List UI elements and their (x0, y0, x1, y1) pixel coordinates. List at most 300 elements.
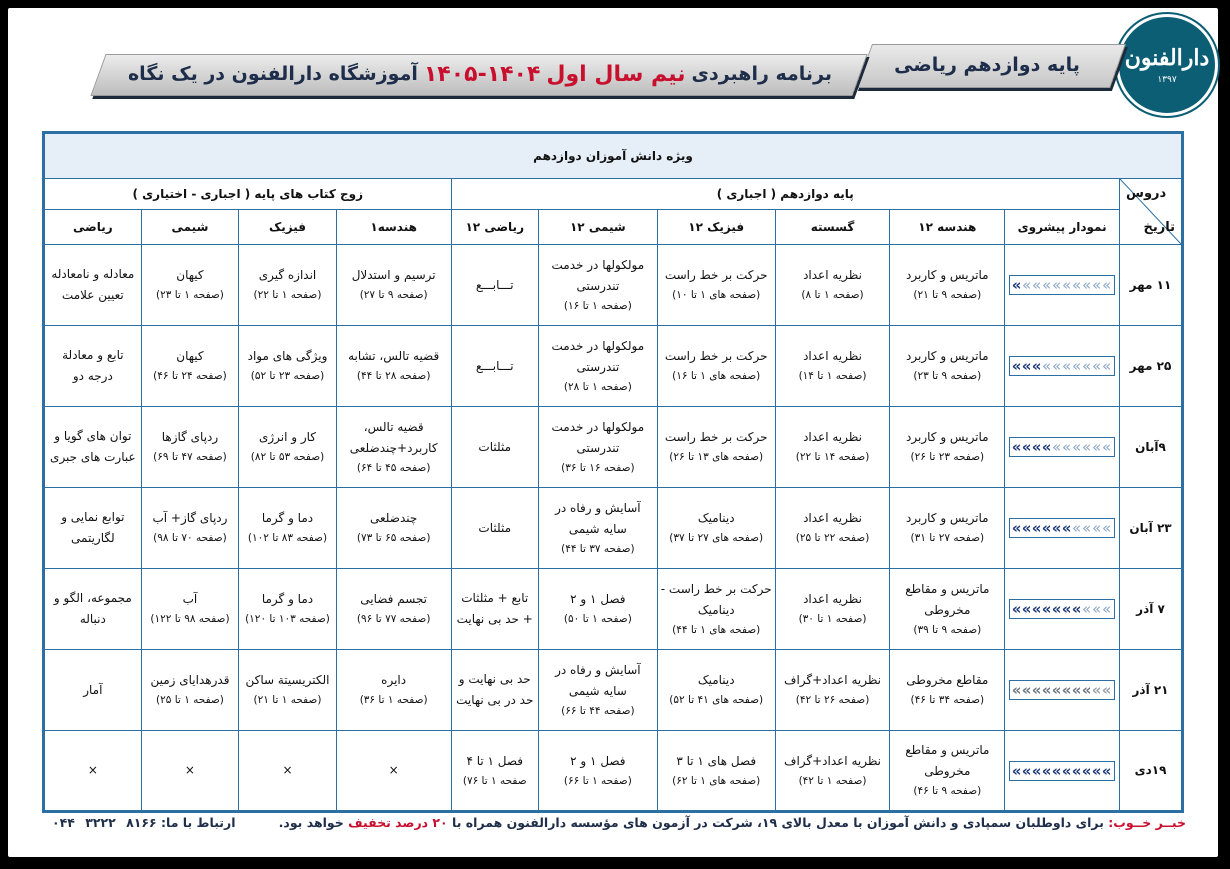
news-discount: ۲۰ درصد تخفیف (348, 815, 448, 830)
progress-chevron-filled-icon: « (1031, 438, 1039, 456)
table-row (44, 407, 1183, 488)
subject-cell (239, 326, 337, 407)
progress-chevron-filled-icon: « (1021, 681, 1029, 699)
column-header: ریاضی (44, 210, 142, 245)
subject-pages: صفحه ۱ تا ۷۶) (462, 774, 527, 787)
subject-topic: مقاطع مخروطی (906, 673, 989, 688)
subject-topic: تـــابـــع (475, 277, 514, 292)
subject-topic: × (388, 763, 399, 777)
subject-pages: (صفحه ۷۰ تا ۹۸) (153, 532, 227, 545)
progress-chevron-filled-icon: « (1101, 761, 1109, 780)
progress-chevron-empty-icon: « (1102, 600, 1109, 618)
progress-chevron-filled-icon: « (1061, 600, 1069, 618)
subject-cell (141, 245, 239, 326)
subject-cell (336, 245, 451, 326)
subject-pages: (صفحه ۱ تا ۴۲) (798, 774, 867, 787)
subject-topic: دما و گرما (261, 592, 314, 607)
subject-cell (890, 326, 1005, 407)
logo-year: ۱۳۹۷ (1157, 75, 1177, 85)
subject-cell (451, 731, 538, 812)
progress-chevron-empty-icon: « (1091, 681, 1099, 699)
subject-cell (239, 407, 337, 488)
subject-topic: نظریه اعداد (803, 511, 862, 526)
progress-chevrons (1009, 680, 1115, 700)
subject-cell (239, 650, 337, 731)
progress-chevron-empty-icon: « (1032, 276, 1039, 294)
progress-chevron-empty-icon: « (1072, 357, 1079, 375)
subject-topic: تـــابـــع (475, 358, 514, 373)
subject-topic: ترسیم و استدلال (351, 268, 436, 283)
progress-chevron-empty-icon: « (1102, 519, 1109, 537)
subject-pages: (صفحه ۲۸ تا ۴۴) (356, 370, 431, 383)
subject-cell (141, 650, 239, 731)
progress-chevrons (1009, 518, 1115, 538)
subject-cell (451, 407, 538, 488)
progress-chevron-empty-icon: « (1082, 357, 1089, 375)
subject-cell (657, 650, 775, 731)
darolfonoon-logo (1116, 14, 1218, 116)
subject-cell (44, 407, 142, 488)
title-after: آموزشگاه دارالفنون در یک نگاه (127, 63, 418, 85)
subject-topic: ماتریس و کاربرد (906, 268, 989, 283)
subject-pages: (صفحه ۹۸ تا ۱۲۲) (150, 613, 230, 626)
progress-chevron-filled-icon: « (1061, 519, 1069, 537)
progress-chevron-filled-icon: « (1091, 761, 1099, 780)
subject-topic: حرکت بر خط راست (664, 349, 768, 364)
progress-cell (1005, 650, 1120, 731)
subject-cell (775, 326, 890, 407)
progress-chevron-empty-icon: « (1102, 438, 1109, 456)
subject-pages: (صفحه ۱ تا ۲۵) (156, 694, 224, 707)
progress-chevron-empty-icon: « (1082, 600, 1089, 618)
subject-pages: (صفحه ۱ تا ۱۴) (798, 370, 867, 383)
progress-chevron-empty-icon: « (1082, 519, 1089, 537)
progress-chevron-filled-icon: « (1021, 357, 1029, 375)
subject-topic: حد بی نهایت و حد در بی نهایت (456, 672, 534, 707)
row-date: ۱۹دی (1120, 731, 1183, 812)
progress-cell (1005, 407, 1120, 488)
subject-pages: (صفحه ۱ تا ۳۰) (798, 613, 867, 626)
subject-topic: کیهان (176, 268, 204, 283)
progress-chevron-empty-icon: « (1092, 519, 1099, 537)
subject-topic: ماتریس و مقاطع مخروطی (905, 581, 990, 617)
subject-pages: (صفحه ۲۲ تا ۲۵) (795, 532, 870, 545)
subject-topic: تجسم فضایی (360, 592, 428, 607)
column-header: شیمی (141, 210, 239, 245)
subject-cell (239, 245, 337, 326)
progress-chevron-filled-icon: « (1061, 681, 1069, 699)
subject-cell (451, 326, 538, 407)
subject-cell (657, 245, 775, 326)
subject-topic: مثلثات (478, 520, 512, 535)
subject-topic: تابع + مثلثات + حد بی نهایت (456, 591, 533, 626)
progress-chevron-filled-icon: « (1011, 357, 1019, 375)
contact-number: ۰۴۴ ۳۲۲۲ ۸۱۶۶ (52, 815, 157, 830)
row-date: ۱۱ مهر (1120, 245, 1183, 326)
subject-cell (775, 488, 890, 569)
progress-chevron-filled-icon: « (1021, 600, 1029, 618)
progress-cell (1005, 488, 1120, 569)
progress-chevron-filled-icon: « (1011, 761, 1019, 780)
subject-topic: ماتریس و کاربرد (906, 511, 989, 526)
subject-topic: الکتریسیتة ساکن (245, 673, 330, 688)
progress-chevron-empty-icon: « (1072, 276, 1079, 294)
progress-chevron-filled-icon: « (1071, 761, 1079, 780)
subject-pages: (صفحه ۳۴ تا ۴۶) (910, 694, 985, 707)
subject-pages: (صفحه ۱ تا ۵۰) (563, 613, 632, 626)
subject-cell (239, 569, 337, 650)
subject-topic: ماتریس و مقاطع مخروطی (905, 743, 990, 779)
progress-cell (1005, 569, 1120, 650)
corner-date: تاریخ (1143, 220, 1175, 236)
contact (52, 815, 235, 830)
subject-pages: (صفحه ۴۴ تا ۶۶) (561, 704, 635, 717)
subject-topic: × (87, 763, 98, 777)
title-term: نیم سال اول (546, 61, 686, 87)
table-row (44, 731, 1183, 812)
subject-cell (44, 569, 142, 650)
subject-pages: (صفحه ۸۳ تا ۱۰۲) (247, 532, 328, 545)
table-row (44, 569, 1183, 650)
subject-pages: (صفحه ۳۷ تا ۴۴) (561, 542, 635, 555)
subject-pages: (صفحه ۹ تا ۴۶) (913, 785, 982, 798)
subject-topic: حرکت بر خط راست - دینامیک (660, 581, 772, 617)
subject-topic: آمار (83, 682, 103, 697)
progress-chevron-empty-icon: « (1062, 438, 1069, 456)
subject-topic: مولکولها در خدمت تندرستی (551, 419, 645, 455)
subject-pages: (صفحه ۱ تا ۱۶) (563, 299, 632, 312)
progress-chevrons (1009, 437, 1115, 457)
row-date: ۹آبان (1120, 407, 1183, 488)
progress-chevron-filled-icon: « (1041, 681, 1049, 699)
progress-chevron-filled-icon: « (1051, 519, 1059, 537)
progress-cell (1005, 731, 1120, 812)
subject-topic: فصل ۱ و ۲ (570, 592, 626, 607)
subject-topic: مولکولها در خدمت تندرستی (551, 257, 645, 293)
subject-topic: ردپای گازها (161, 430, 219, 445)
subject-cell (538, 407, 657, 488)
subject-topic: تابع و معادلة درجه دو (62, 348, 124, 383)
subject-cell (336, 326, 451, 407)
subject-cell (538, 245, 657, 326)
subject-pages: (صفحه ۱ تا ۸) (801, 289, 864, 302)
good-news (246, 815, 1186, 830)
subject-cell (336, 488, 451, 569)
subject-topic: فصل ۱ تا ۴ (466, 753, 524, 768)
subject-topic: اندازه گیری (258, 268, 317, 283)
news-text-2: خواهد بود. (278, 815, 344, 830)
progress-chevron-filled-icon: « (1011, 600, 1019, 618)
progress-chevron-filled-icon: « (1031, 519, 1039, 537)
progress-chevron-filled-icon: « (1041, 438, 1049, 456)
subject-cell (141, 569, 239, 650)
subject-topic: × (184, 763, 195, 777)
progress-chevron-empty-icon: « (1062, 276, 1069, 294)
progress-chevron-filled-icon: « (1011, 519, 1019, 537)
subject-cell (890, 731, 1005, 812)
column-header: فیزیک (239, 210, 337, 245)
subject-topic: قدرهدایای زمین (150, 673, 230, 688)
subject-cell (336, 407, 451, 488)
subject-pages: (صفحه ۲۳ تا ۵۲) (250, 370, 325, 383)
progress-chevron-empty-icon: « (1092, 357, 1099, 375)
subject-cell (141, 488, 239, 569)
subject-topic: ویژگی های مواد (247, 349, 328, 364)
subject-pages: (صفحه ۱ تا ۲۸) (563, 380, 632, 393)
progress-chevrons (1009, 599, 1115, 619)
progress-chevron-empty-icon: « (1102, 357, 1109, 375)
subject-topic: دما و گرما (261, 511, 314, 526)
subject-pages: (صفحه ۷۷ تا ۹۶) (356, 613, 431, 626)
subject-cell (336, 569, 451, 650)
subject-topic: نظریه اعداد+گراف (784, 753, 882, 768)
progress-chevrons (1009, 356, 1115, 376)
subject-topic: کیهان (176, 349, 204, 364)
subject-cell (657, 488, 775, 569)
subject-cell (775, 731, 890, 812)
progress-chevron-filled-icon: « (1031, 681, 1039, 699)
progress-chevron-filled-icon: « (1051, 681, 1059, 699)
subject-pages: (صفحه های ۱۳ تا ۲۶) (669, 451, 764, 464)
subject-pages: (صفحه ۱ تا ۶۶) (563, 774, 632, 787)
row-date: ۷ آذر (1120, 569, 1183, 650)
subject-cell (657, 326, 775, 407)
subject-topic: معادله و نامعادله تعیین علامت (51, 267, 135, 302)
subject-pages: (صفحه های ۴۱ تا ۵۲) (669, 694, 764, 707)
subject-pages: (صفحه ۲۴ تا ۴۶) (153, 370, 227, 383)
subject-cell (141, 731, 239, 812)
subject-topic: مثلثات (478, 439, 512, 454)
contact-label: ارتباط با ما: (161, 815, 236, 830)
subject-pages: (صفحه ۹ تا ۲۷) (359, 289, 428, 302)
subject-pages: (صفحه های ۱ تا ۱۶) (672, 370, 761, 383)
title-year: ۱۴۰۵-۱۴۰۴ (423, 61, 541, 87)
subject-cell (239, 488, 337, 569)
subject-pages: (صفحه ۲۶ تا ۴۲) (795, 694, 870, 707)
table-row (44, 650, 1183, 731)
subject-topic: نظریه اعداد (803, 349, 862, 364)
subject-cell (44, 326, 142, 407)
progress-chevron-empty-icon: « (1092, 600, 1099, 618)
subject-cell (451, 245, 538, 326)
subject-cell (336, 731, 451, 812)
subject-pages: (صفحه ۶۵ تا ۷۳) (356, 532, 431, 545)
subject-pages: (صفحه ۹ تا ۲۱) (913, 289, 982, 302)
subject-pages: (صفحه های ۱ تا ۱۰) (672, 289, 761, 302)
progress-chevron-empty-icon: « (1092, 438, 1099, 456)
progress-chevron-filled-icon: « (1051, 600, 1059, 618)
progress-chevron-empty-icon: « (1101, 681, 1109, 699)
progress-chevron-empty-icon: « (1092, 276, 1099, 294)
subject-cell (44, 245, 142, 326)
subject-topic: آسایش و رفاه در سایه شیمی (555, 662, 641, 698)
subject-pages: (صفحه های ۱ تا ۶۲) (672, 774, 761, 787)
schedule-table (42, 131, 1184, 813)
subject-topic: ماتریس و کاربرد (906, 430, 989, 445)
progress-chevron-filled-icon: « (1081, 681, 1089, 699)
frame-shadow (20, 858, 1230, 869)
progress-chevron-filled-icon: « (1011, 276, 1019, 294)
subject-topic: ردپای گاز+ آب (152, 511, 228, 526)
column-header: فیزیک ۱۲ (657, 210, 775, 245)
progress-chevron-filled-icon: « (1051, 761, 1059, 780)
table-row (44, 326, 1183, 407)
subject-cell (775, 650, 890, 731)
subject-cell (538, 569, 657, 650)
progress-chevron-empty-icon: « (1072, 519, 1079, 537)
subject-topic: کار و انرژی (258, 430, 317, 445)
progress-chevron-empty-icon: « (1052, 276, 1059, 294)
subject-cell (890, 407, 1005, 488)
page-title (120, 54, 840, 94)
subject-topic: حرکت بر خط راست (664, 268, 768, 283)
progress-chevron-filled-icon: « (1081, 761, 1089, 780)
subject-topic: فصل های ۱ تا ۳ (676, 753, 757, 768)
subject-topic: نظریه اعداد (803, 268, 862, 283)
subject-cell (775, 245, 890, 326)
subject-pages: (صفحه ۴۵ تا ۶۴) (356, 461, 431, 474)
subject-topic: دینامیک (697, 673, 735, 688)
table-row (44, 488, 1183, 569)
row-date: ۲۱ آذر (1120, 650, 1183, 731)
subject-cell (890, 569, 1005, 650)
progress-cell (1005, 326, 1120, 407)
progress-chevron-filled-icon: « (1031, 357, 1039, 375)
progress-chevron-filled-icon: « (1021, 438, 1029, 456)
subject-topic: توابع نمایی و لگاریتمی (61, 510, 125, 545)
subject-topic: آب (182, 592, 198, 607)
subject-topic: × (282, 763, 293, 777)
subject-cell (890, 488, 1005, 569)
news-text-1: برای داوطلبان سمپادی و دانش آموزان با معدل بالای ۱۹، شرکت در آزمون های مؤسسه دارالفنون همراه با (452, 815, 1104, 830)
subject-topic: چندضلعی (370, 511, 418, 526)
subject-topic: حرکت بر خط راست (664, 430, 768, 445)
progress-chevron-empty-icon: « (1072, 438, 1079, 456)
subject-pages: (صفحه ۱ تا ۲۳) (156, 289, 224, 302)
column-header: شیمی ۱۲ (538, 210, 657, 245)
progress-chevron-filled-icon: « (1071, 600, 1079, 618)
title-before: برنامه راهبردی (691, 63, 833, 85)
subject-cell (538, 731, 657, 812)
column-header: هندسه ۱۲ (890, 210, 1005, 245)
progress-chevrons (1009, 761, 1115, 781)
subject-topic: مجموعه، الگو و دنباله (53, 591, 132, 626)
subject-cell (890, 245, 1005, 326)
progress-chevron-empty-icon: « (1022, 276, 1029, 294)
subject-pages: (صفحه ۲۷ تا ۳۱) (910, 532, 985, 545)
subject-cell (451, 488, 538, 569)
progress-chevron-empty-icon: « (1082, 276, 1089, 294)
subject-cell (141, 407, 239, 488)
news-label: خبــر خــوب: (1108, 815, 1186, 830)
subject-pages: (صفحه ۱ تا ۲۱) (253, 694, 322, 707)
progress-chevron-filled-icon: « (1021, 761, 1029, 780)
subject-cell (890, 650, 1005, 731)
grade-title: پایه دوازدهم ریاضی (894, 54, 1080, 76)
progress-chevron-filled-icon: « (1041, 761, 1049, 780)
progress-chevron-filled-icon: « (1061, 761, 1069, 780)
subject-pages: (صفحه ۲۳ تا ۲۶) (910, 451, 985, 464)
progress-chevrons (1009, 275, 1115, 295)
progress-chevron-empty-icon: « (1082, 438, 1089, 456)
logo-text: دارالفنون (1124, 45, 1210, 71)
subject-pages: (صفحه ۱ تا ۲۲) (253, 289, 322, 302)
subject-cell (657, 569, 775, 650)
subject-cell (657, 731, 775, 812)
subject-cell (141, 326, 239, 407)
subject-pages: (صفحه ۹ تا ۳۹) (913, 623, 982, 636)
subject-topic: نظریه اعداد+گراف (784, 673, 882, 688)
subject-cell (775, 569, 890, 650)
progress-chevron-empty-icon: « (1042, 357, 1049, 375)
subject-pages: (صفحه های ۱ تا ۴۴) (672, 623, 761, 636)
subject-topic: قضیه تالس، کاربرد+چندضلعی (349, 419, 438, 455)
progress-chevron-empty-icon: « (1042, 276, 1049, 294)
row-date: ۲۵ مهر (1120, 326, 1183, 407)
progress-chevron-filled-icon: « (1031, 761, 1039, 780)
subject-topic: مولکولها در خدمت تندرستی (551, 338, 645, 374)
subject-topic: دایره (381, 673, 407, 688)
table-title: ویژه دانش آموزان دوازدهم (44, 133, 1183, 179)
subject-pages: (صفحه ۱۰۳ تا ۱۲۰) (245, 613, 330, 626)
subject-pages: (صفحه ۹ تا ۲۳) (913, 370, 982, 383)
subject-topic: توان های گویا و عبارت های جبری (50, 429, 136, 464)
subject-cell (44, 650, 142, 731)
group-main-header: پایه دوازدهم ( اجباری ) (451, 179, 1119, 210)
subject-topic: آسایش و رفاه در سایه شیمی (555, 500, 641, 536)
subject-topic: فصل ۱ و ۲ (570, 753, 626, 768)
subject-cell (239, 731, 337, 812)
subject-pages: (صفحه ۱۶ تا ۳۶) (561, 461, 635, 474)
column-header: ریاضی ۱۲ (451, 210, 538, 245)
subject-pages: (صفحه ۱۴ تا ۲۲) (795, 451, 870, 464)
subject-pages: (صفحه ۵۳ تا ۸۲) (250, 451, 325, 464)
subject-cell (44, 731, 142, 812)
progress-chevron-empty-icon: « (1062, 357, 1069, 375)
table-row (44, 245, 1183, 326)
subject-cell (538, 326, 657, 407)
subject-pages: (صفحه ۴۷ تا ۶۹) (153, 451, 227, 464)
progress-chevron-filled-icon: « (1041, 600, 1049, 618)
progress-chevron-filled-icon: « (1011, 438, 1019, 456)
subject-cell (775, 407, 890, 488)
progress-cell (1005, 245, 1120, 326)
progress-chevron-filled-icon: « (1011, 681, 1019, 699)
subject-cell (336, 650, 451, 731)
progress-chevron-empty-icon: « (1102, 276, 1109, 294)
column-header: گسسته (775, 210, 890, 245)
subject-topic: ماتریس و کاربرد (906, 349, 989, 364)
row-date: ۲۳ آبان (1120, 488, 1183, 569)
progress-chevron-filled-icon: « (1031, 600, 1039, 618)
subject-cell (538, 488, 657, 569)
subject-pages: (صفحه ۱ تا ۳۶) (359, 694, 428, 707)
subject-cell (451, 650, 538, 731)
progress-chevron-filled-icon: « (1071, 681, 1079, 699)
corner-header (1120, 179, 1183, 245)
subject-topic: نظریه اعداد (803, 430, 862, 445)
column-header: هندسه۱ (336, 210, 451, 245)
subject-cell (538, 650, 657, 731)
progress-chevron-filled-icon: « (1021, 519, 1029, 537)
progress-chevron-empty-icon: « (1052, 438, 1059, 456)
progress-chevron-filled-icon: « (1041, 519, 1049, 537)
column-header: نمودار پیشروی (1005, 210, 1120, 245)
group-base-header: زوج کتاب های پایه ( اجباری - اختیاری ) (44, 179, 452, 210)
progress-chevron-empty-icon: « (1052, 357, 1059, 375)
subject-pages: (صفحه های ۲۷ تا ۳۷) (669, 532, 764, 545)
subject-topic: دینامیک (697, 511, 735, 526)
